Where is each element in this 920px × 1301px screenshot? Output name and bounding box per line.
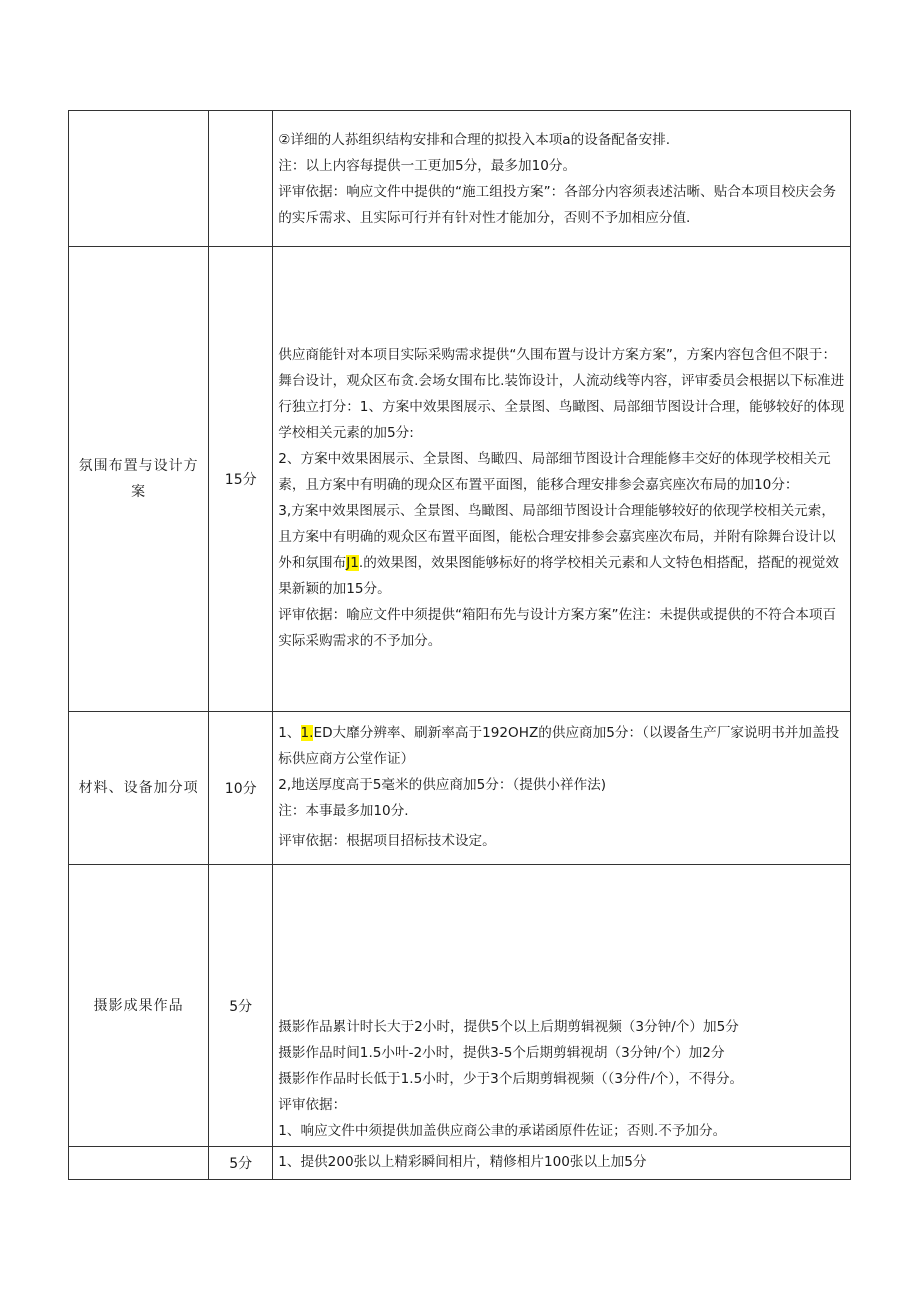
table-row [69,111,851,247]
table-row [69,247,851,712]
content-line: 评审依据： [278,1097,347,1113]
score-cell: 10分 [209,712,273,865]
content-line: 摄影作品累计时长大于2小时，提供5个以上后期剪辑视频（3分钟/个）加5分 [278,1019,739,1035]
content-text: 3,方案中效果图展示、全景图、鸟瞰图、局部细节图设计合理能够较好的依现学校相关元索，且方案中有明确的观众区布置平面图，能松合理安排参会嘉宾座次布局，并附有除舞台设计以外和氛围布 [278,503,836,571]
table-row [69,712,851,865]
scoring-table [68,110,851,1180]
category-cell: 摄影成果作品 [69,865,209,1147]
content-line: 注：本事最多加10分. [278,803,409,819]
content-cell [273,111,851,247]
content-line: 2,地送厚度高于5毫米的供应商加5分：（提供小祥作法) [278,777,607,793]
content-line: 1、响应文件中须提供加盖供应商公聿的承诺函原件佐证；否则.不予加分。 [278,1123,727,1139]
content-text: 1、 [278,725,301,741]
highlighted-text: 1. [300,725,314,741]
content-paragraph: 供应商能针对本项目实际采购需求提供“久围布置与设计方案方案”，方案内容包含但不限于：舞台设计，观众区布贪.会场女围布比.装饰设计，人流动线等内容，评审委员会根据以下标准进行独立打分：1、方案中效果图展示、全景图、鸟瞰图、局部细节图设计合理，能够较好的体现学校相关元素的加5分: [278,347,845,441]
table-row [69,865,851,1147]
clipped-content [278,712,846,864]
score-cell: 5分 [209,865,273,1147]
content-cell [273,865,851,1147]
content-line: ②详细的人荪组织结构安排和合理的拟投入本项a的设备配备安排. [278,131,671,148]
content-line: 评审依据：响应文件中提供的“施工组投方案”：各部分内容须表述沽晰、贴合本项目校庆会务的实斥需求、且实际可行并有针对性才能加分，否则不予加相应分值. [278,183,837,226]
category-cell [69,111,209,247]
content-text: ED大靡分辨率、刷新率高于192OHZ的供应商加5分：（以谡备生产厂家说明书并加盖投标供应商方公堂作证） [278,725,840,767]
content-cell [273,247,851,712]
content-line: 摄影作品时间1.5小叶-2小时，提供3-5个后期剪辑视胡（3分钟/个）加2分 [278,1045,725,1061]
category-cell [69,1147,209,1180]
content-line: 摄影作作品时长低于1.5小时，少于3个后期剪辑视频（（3分件/个），不得分。 [278,1071,744,1087]
content-cell: 1、提供200张以上精彩瞬间相片，精修相片100张以上加5分 [273,1147,851,1180]
score-cell: 5分 [209,1147,273,1180]
table-row [69,1147,851,1180]
content-text: .的效果图，效果图能够标好的将学校相关元素和人文特色相搭配，搭配的视觉效果新颖的加15分。 [278,555,839,597]
content-paragraph: 评审依据：喻应文件中须提供“箱阳布先与设计方案方案”佐注：未提供或提供的不符合本项百实际采购需求的不予加分。 [278,607,837,649]
content-paragraph [278,498,846,602]
content-line: 评审依据：根据项目招标技术设定。 [278,833,496,849]
score-cell [209,111,273,247]
highlighted-text: J1 [346,555,359,571]
content-cell [273,712,851,865]
score-cell: 15分 [209,247,273,712]
content-line [278,712,846,772]
category-cell: 材料、设备加分项 [69,712,209,865]
content-paragraph: 2、方案中效果困展示、全景图、鸟瞰四、局部细节图设计合理能修丰交好的体现学校相关元素，且方案中有明确的现众区布置平面图，能移合理安排参会嘉宾座次布局的加10分： [278,451,831,493]
content-line: 注：以上内容每提供一工更加5分，最多加10分。 [278,157,577,174]
category-cell: 氛围布置与设计方案 [69,247,209,712]
